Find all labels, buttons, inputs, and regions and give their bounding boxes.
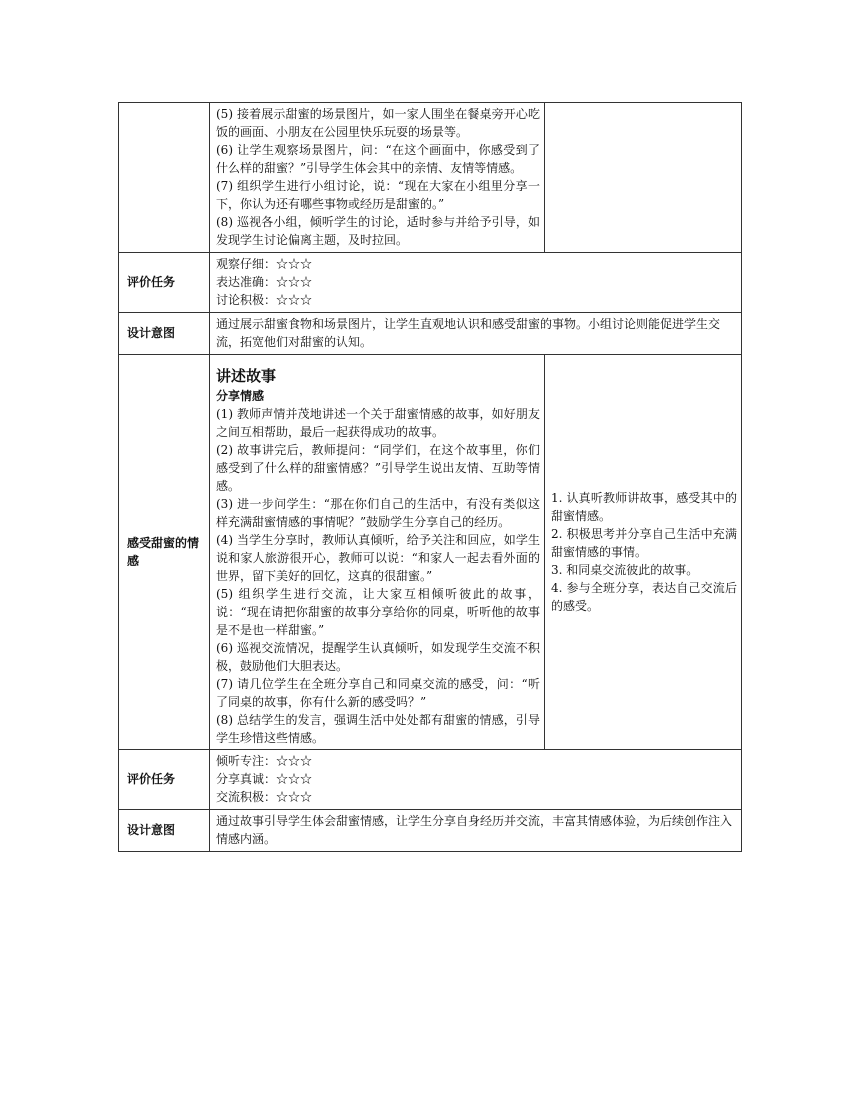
step-item: (8) 总结学生的发言，强调生活中处处都有甜蜜的情感，引导学生珍惜这些情感。: [216, 713, 540, 745]
evaluation-item: 交流积极：☆☆☆: [216, 790, 313, 804]
evaluation-label: 评价任务: [119, 253, 210, 313]
step-item: (7) 组织学生进行小组讨论，说：“现在大家在小组里分享一下，你认为还有哪些事物或经历是甜蜜的。”: [216, 179, 540, 211]
teacher-activity-cell: [210, 355, 545, 750]
section-subtitle: 分享情感: [216, 389, 265, 403]
evaluation-row: [119, 253, 742, 313]
design-intent-text: 通过故事引导学生体会甜蜜情感，让学生分享自身经历并交流，丰富其情感体验，为后续创作注入情感内涵。: [210, 810, 742, 852]
student-item: 3. 和同桌交流彼此的故事。: [551, 562, 699, 577]
evaluation-items: [210, 253, 742, 313]
evaluation-items: [210, 750, 742, 810]
student-item: 1. 认真听教师讲故事，感受其中的甜蜜情感。: [551, 490, 737, 523]
stage-cell-empty: [119, 103, 210, 253]
feel-sweet-emotion-row: [119, 355, 742, 750]
step-item: (6) 让学生观察场景图片，问：“在这个画面中，你感受到了什么样的甜蜜？”引导学生体会其中的亲情、友情等情感。: [216, 143, 540, 175]
step-item: (7) 请几位学生在全班分享自己和同桌交流的感受，问：“听了同桌的故事，你有什么新的感受吗？”: [216, 677, 540, 709]
student-activity-cell: [545, 355, 742, 750]
design-intent-row: [119, 313, 742, 355]
evaluation-item: 分享真诚：☆☆☆: [216, 772, 313, 786]
step-item: (3) 进一步问学生：“那在你们自己的生活中，有没有类似这样充满甜蜜情感的事情呢？”鼓励学生分享自己的经历。: [216, 497, 540, 529]
evaluation-item: 倾听专注：☆☆☆: [216, 754, 313, 768]
evaluation-label: 评价任务: [119, 750, 210, 810]
evaluation-row: [119, 750, 742, 810]
step-item: (6) 巡视交流情况，提醒学生认真倾听，如发现学生交流不积极，鼓励他们大胆表达。: [216, 641, 540, 673]
design-intent-label: 设计意图: [119, 313, 210, 355]
evaluation-item: 讨论积极：☆☆☆: [216, 293, 313, 307]
student-item: 4. 参与全班分享，表达自己交流后的感受。: [551, 580, 737, 613]
stage-label: 感受甜蜜的情感: [119, 355, 210, 750]
evaluation-item: 观察仔细：☆☆☆: [216, 257, 313, 271]
activity-row-continued: [119, 103, 742, 253]
teacher-activity-cell: [210, 103, 545, 253]
design-intent-text: 通过展示甜蜜食物和场景图片，让学生直观地认识和感受甜蜜的事物。小组讨论则能促进学生交流，拓宽他们对甜蜜的认知。: [210, 313, 742, 355]
step-item: (8) 巡视各小组，倾听学生的讨论，适时参与并给予引导，如发现学生讨论偏离主题，及时拉回。: [216, 215, 540, 247]
step-item: (2) 故事讲完后，教师提问：“同学们，在这个故事里，你们感受到了什么样的甜蜜情感？”引导学生说出友情、互助等情感。: [216, 443, 540, 493]
step-item: (5) 组织学生进行交流，让大家互相倾听彼此的故事，说：“现在请把你甜蜜的故事分享给你的同桌，听听他的故事是不是也一样甜蜜。”: [216, 587, 540, 637]
section-title: 讲述故事: [216, 367, 277, 385]
design-intent-row: [119, 810, 742, 852]
evaluation-item: 表达准确：☆☆☆: [216, 275, 313, 289]
step-item: (1) 教师声情并茂地讲述一个关于甜蜜情感的故事，如好朋友之间互相帮助，最后一起获得成功的故事。: [216, 407, 540, 439]
student-activity-cell-empty: [545, 103, 742, 253]
step-item: (4) 当学生分享时，教师认真倾听，给予关注和回应，如学生说和家人旅游很开心，教师可以说：“和家人一起去看外面的世界，留下美好的回忆，这真的很甜蜜。”: [216, 533, 540, 583]
lesson-plan-table: [118, 102, 742, 852]
design-intent-label: 设计意图: [119, 810, 210, 852]
step-item: (5) 接着展示甜蜜的场景图片，如一家人围坐在餐桌旁开心吃饭的画面、小朋友在公园里快乐玩耍的场景等。: [216, 107, 540, 139]
student-item: 2. 积极思考并分享自己生活中充满甜蜜情感的事情。: [551, 526, 737, 559]
